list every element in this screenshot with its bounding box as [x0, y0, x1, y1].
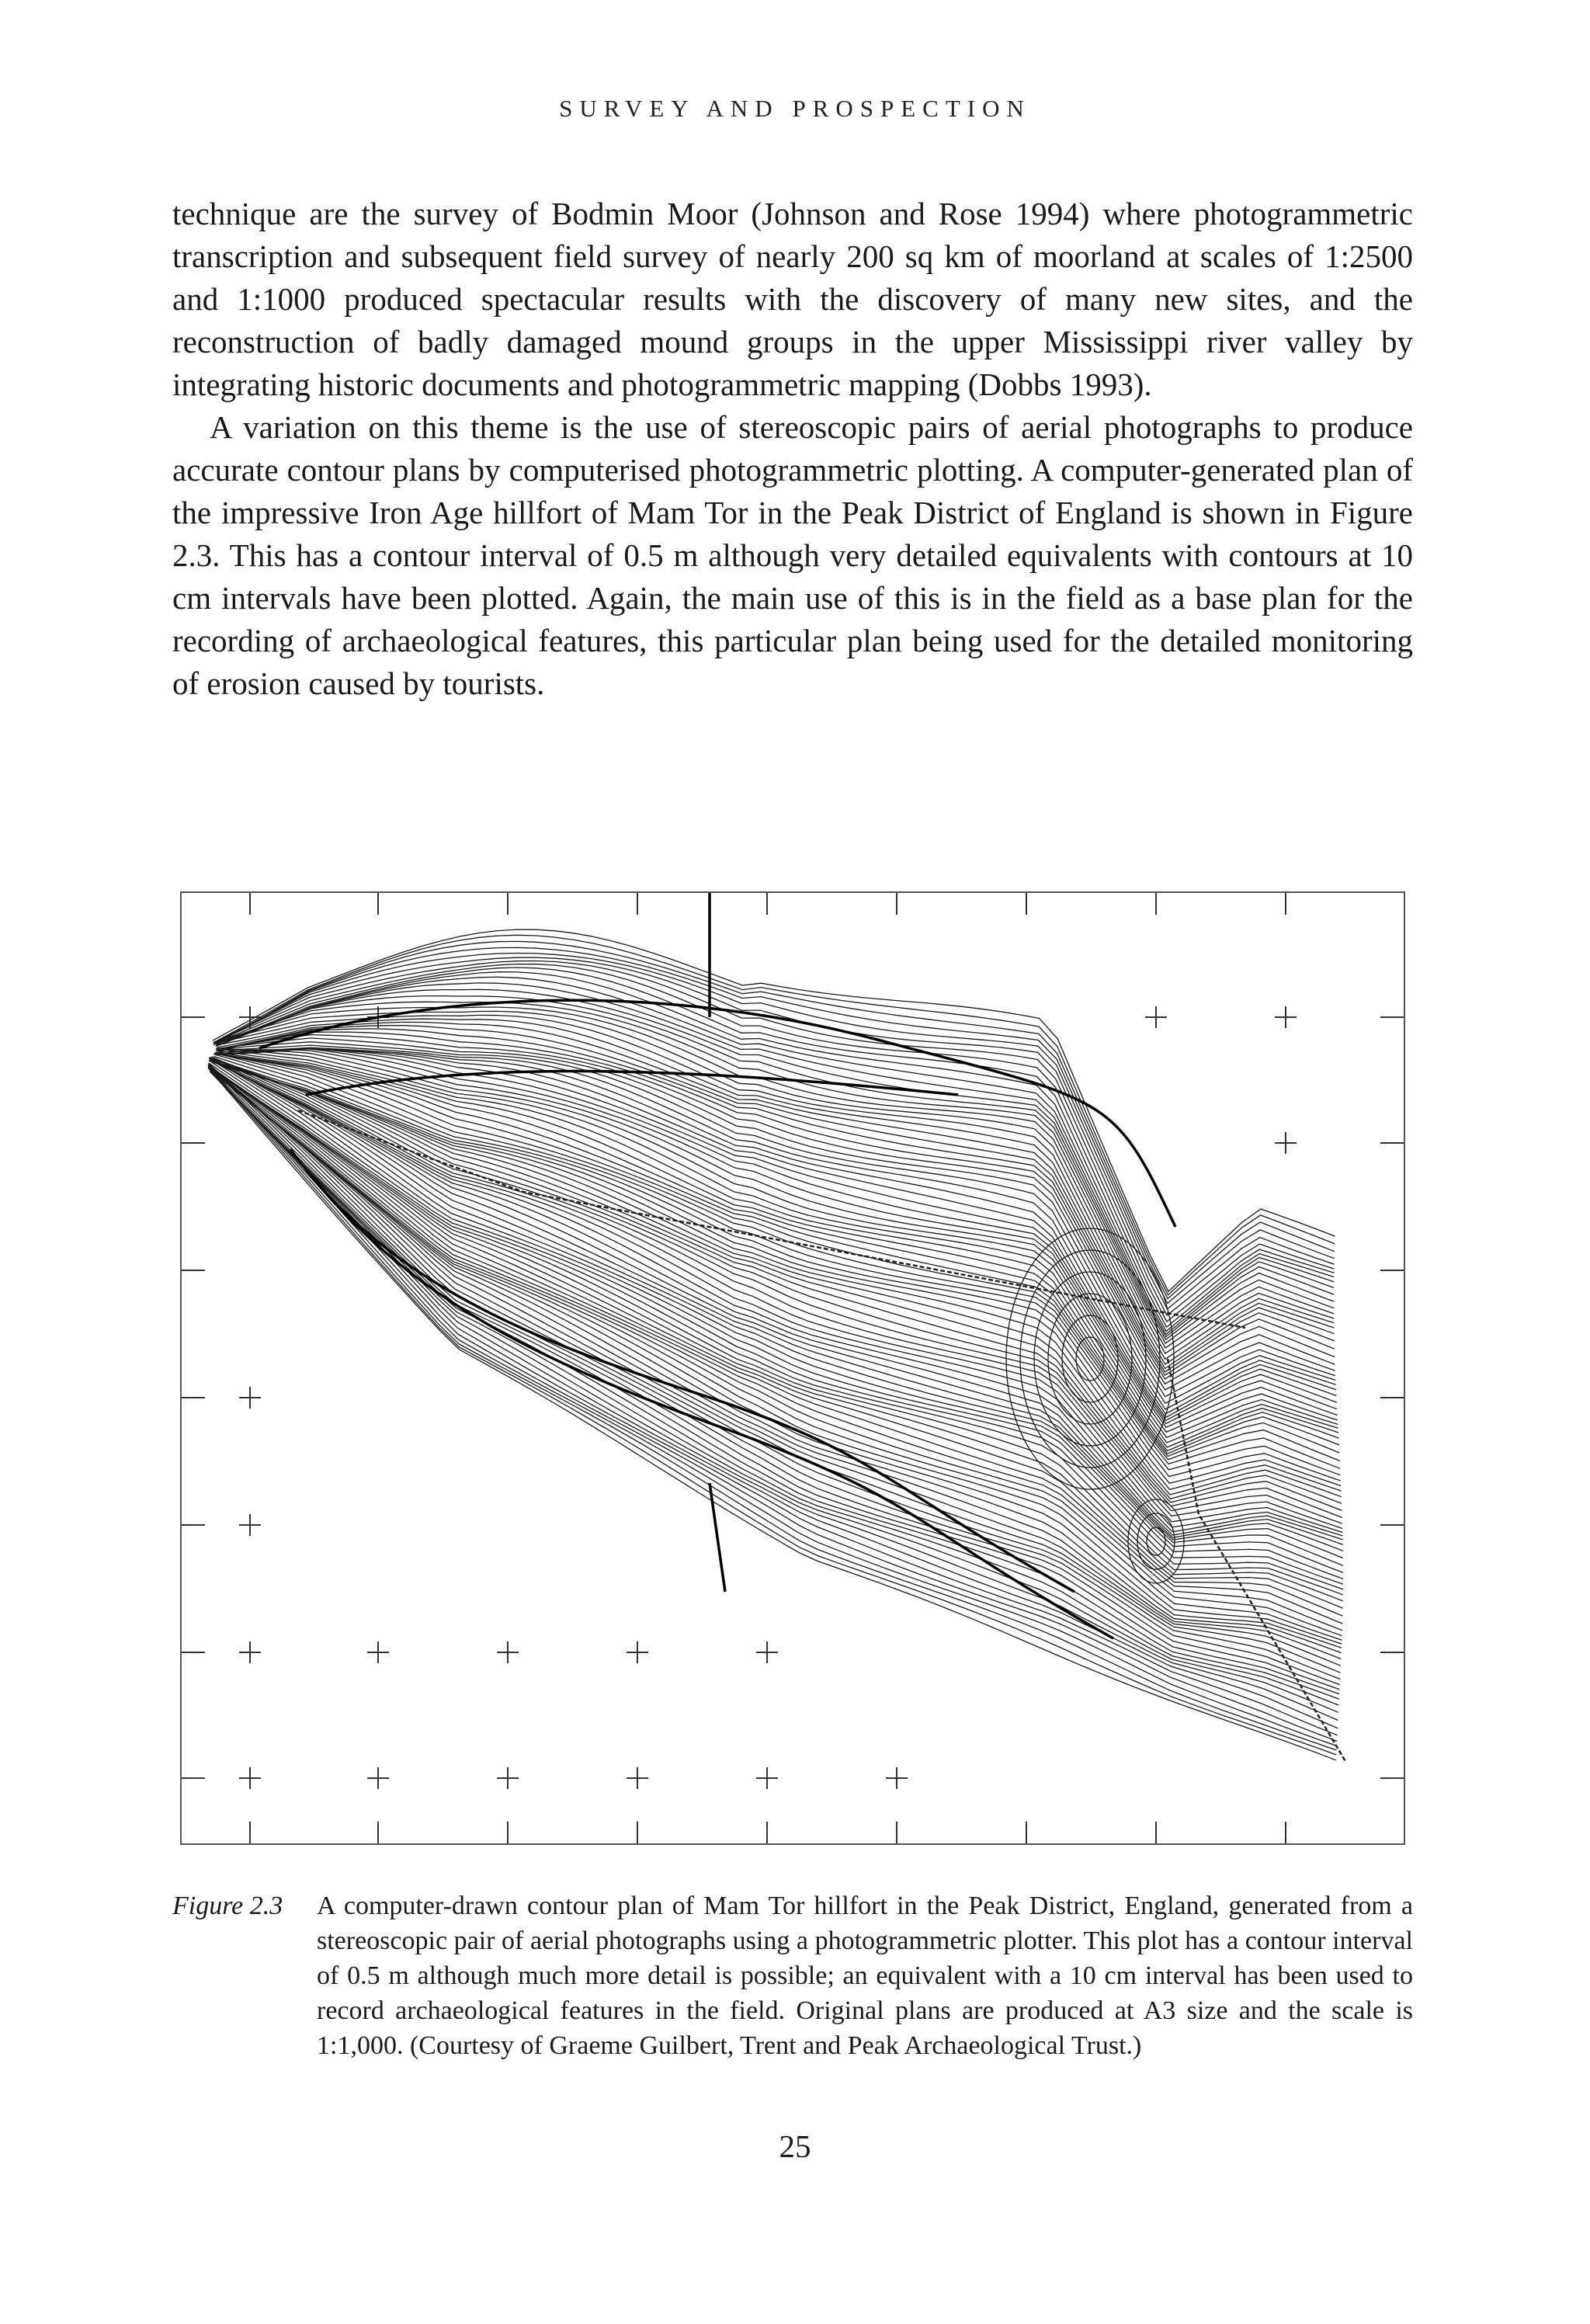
paragraph: A variation on this theme is the use of stereoscopic pairs of aerial photographs to produce accurate contour plans by computerised photogrammetric plotting. A computer-generated plan of the impressive Iron Age hillfort of Mam Tor in the Peak District of England is shown in Figure 2.3. This has a contour interval of 0.5 m although very detailed equivalents with contours at 10 cm intervals have been plotted. Again, the main use of this is in the field as a base plan for the recording of archaeological features, this particular plan being used for the detailed monitoring of erosion caused by tourists. [172, 409, 1413, 701]
grid-cross [239, 1767, 261, 1789]
contour-line [214, 1059, 1342, 1504]
contour-line [212, 1059, 1343, 1533]
grid-cross [1275, 1006, 1297, 1028]
grid-cross [239, 1514, 261, 1536]
running-head: SURVEY AND PROSPECTION [559, 95, 1031, 122]
contour-line [209, 1065, 1340, 1690]
grid-cross [1145, 1006, 1167, 1028]
contour-line [216, 977, 1334, 1336]
grid-cross [367, 1767, 389, 1789]
contour-line [209, 1058, 1343, 1589]
grid-cross [627, 1641, 648, 1663]
contour-line [209, 1065, 1338, 1705]
grid-cross [497, 1641, 519, 1663]
page-number: 25 [779, 2128, 811, 2164]
contour-line [210, 1072, 1338, 1728]
contour-line [215, 972, 1334, 1335]
contour-plan-drawing [182, 893, 1404, 1843]
figure-caption [172, 1888, 1413, 2063]
grid-cross [497, 1767, 519, 1789]
contour-line [209, 1060, 1343, 1600]
rampart-band [710, 1483, 725, 1592]
grid-cross [239, 1641, 261, 1663]
contour-line [210, 1058, 1343, 1579]
grid-cross [239, 1387, 261, 1409]
grid-cross [886, 1767, 908, 1789]
caption-text: A computer-drawn contour plan of Mam Tor hillfort in the Peak District, England, generated from a stereoscopic pair of aerial photographs using a photogrammetric plotter. This plot has a contour interval of 0.5 m although much more detail is possible; an equivalent with a 10 cm interval has been used to record archaeological features in the field. Original plans are produced at A3 size and the scale is 1:1,000. (Courtesy of Graeme Guilbert, Trent and Peak Archaeological Trust.) [317, 1892, 1413, 2060]
contour-line [208, 1067, 1342, 1624]
figure-label: Figure 2.3 [172, 1892, 283, 1920]
rampart-band [290, 1149, 1074, 1592]
contour-plan-figure [180, 891, 1405, 1845]
body-text [172, 193, 1413, 705]
grid-cross [756, 1641, 778, 1663]
paragraph: technique are the survey of Bodmin Moor (Johnson and Rose 1994) where photogrammetric transcription and subsequent field survey of nearly 200 sq km of moorland at scales of 1:2500 and 1:1000 produced spectacular results with the discovery of many new sites, and the reconstruction of badly damaged mound groups in the upper Mississippi river valley by integrating historic documents and photogrammetric mapping (Dobbs 1993). [172, 196, 1413, 402]
grid-cross [627, 1767, 648, 1789]
grid-cross [367, 1641, 389, 1663]
grid-cross [1275, 1132, 1297, 1154]
grid-cross [756, 1767, 778, 1789]
contour-line [215, 1054, 1341, 1475]
